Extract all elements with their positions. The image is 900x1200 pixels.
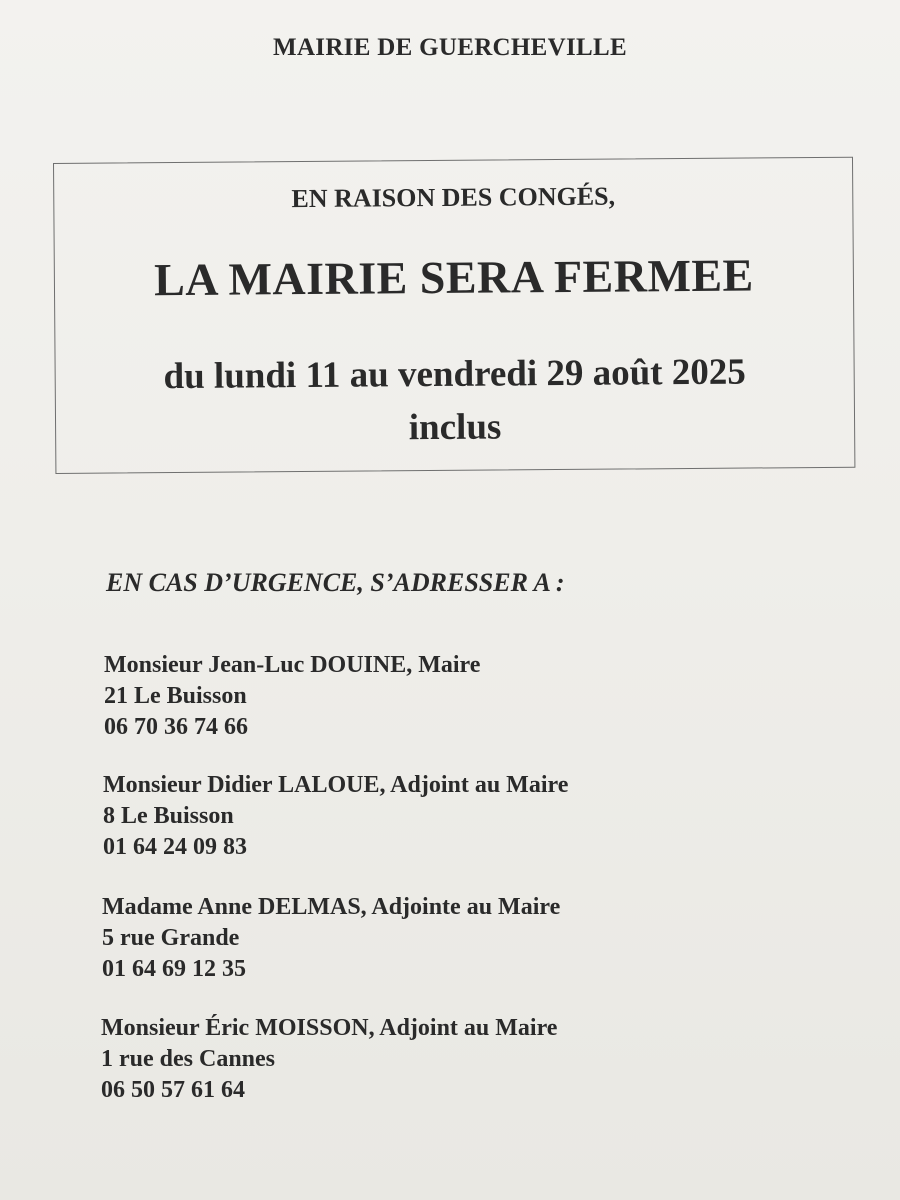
emergency-heading: EN CAS D’URGENCE, S’ADRESSER A : xyxy=(106,568,565,597)
notice-intro: EN RAISON DES CONGÉS, xyxy=(291,181,616,214)
contact-phone: 06 50 57 61 64 xyxy=(101,1077,245,1103)
contact-block xyxy=(101,1013,557,1106)
contact-address: 21 Le Buisson xyxy=(104,683,247,709)
contact-block xyxy=(102,892,560,985)
contact-name: Madame Anne DELMAS, Adjointe au Maire xyxy=(102,894,561,920)
contact-phone: 01 64 69 12 35 xyxy=(102,956,246,982)
contact-name: Monsieur Jean-Luc DOUINE, Maire xyxy=(104,652,481,678)
contact-phone: 06 70 36 74 66 xyxy=(104,714,248,740)
notice-inclus: inclus xyxy=(408,406,502,449)
closure-notice-box xyxy=(53,157,855,474)
contact-address: 1 rue des Cannes xyxy=(101,1046,276,1072)
contact-address: 5 rue Grande xyxy=(102,925,240,951)
notice-title: LA MAIRIE SERA FERMEE xyxy=(153,249,754,306)
contact-block xyxy=(104,650,480,743)
contact-block xyxy=(103,770,568,863)
contact-address: 8 Le Buisson xyxy=(103,803,234,829)
town-hall-title: MAIRIE DE GUERCHEVILLE xyxy=(273,34,627,61)
contact-phone: 01 64 24 09 83 xyxy=(103,834,247,860)
contact-name: Monsieur Didier LALOUE, Adjoint au Maire xyxy=(103,772,569,798)
notice-dates: du lundi 11 au vendredi 29 août 2025 xyxy=(163,351,746,398)
contact-name: Monsieur Éric MOISSON, Adjoint au Maire xyxy=(101,1015,558,1041)
